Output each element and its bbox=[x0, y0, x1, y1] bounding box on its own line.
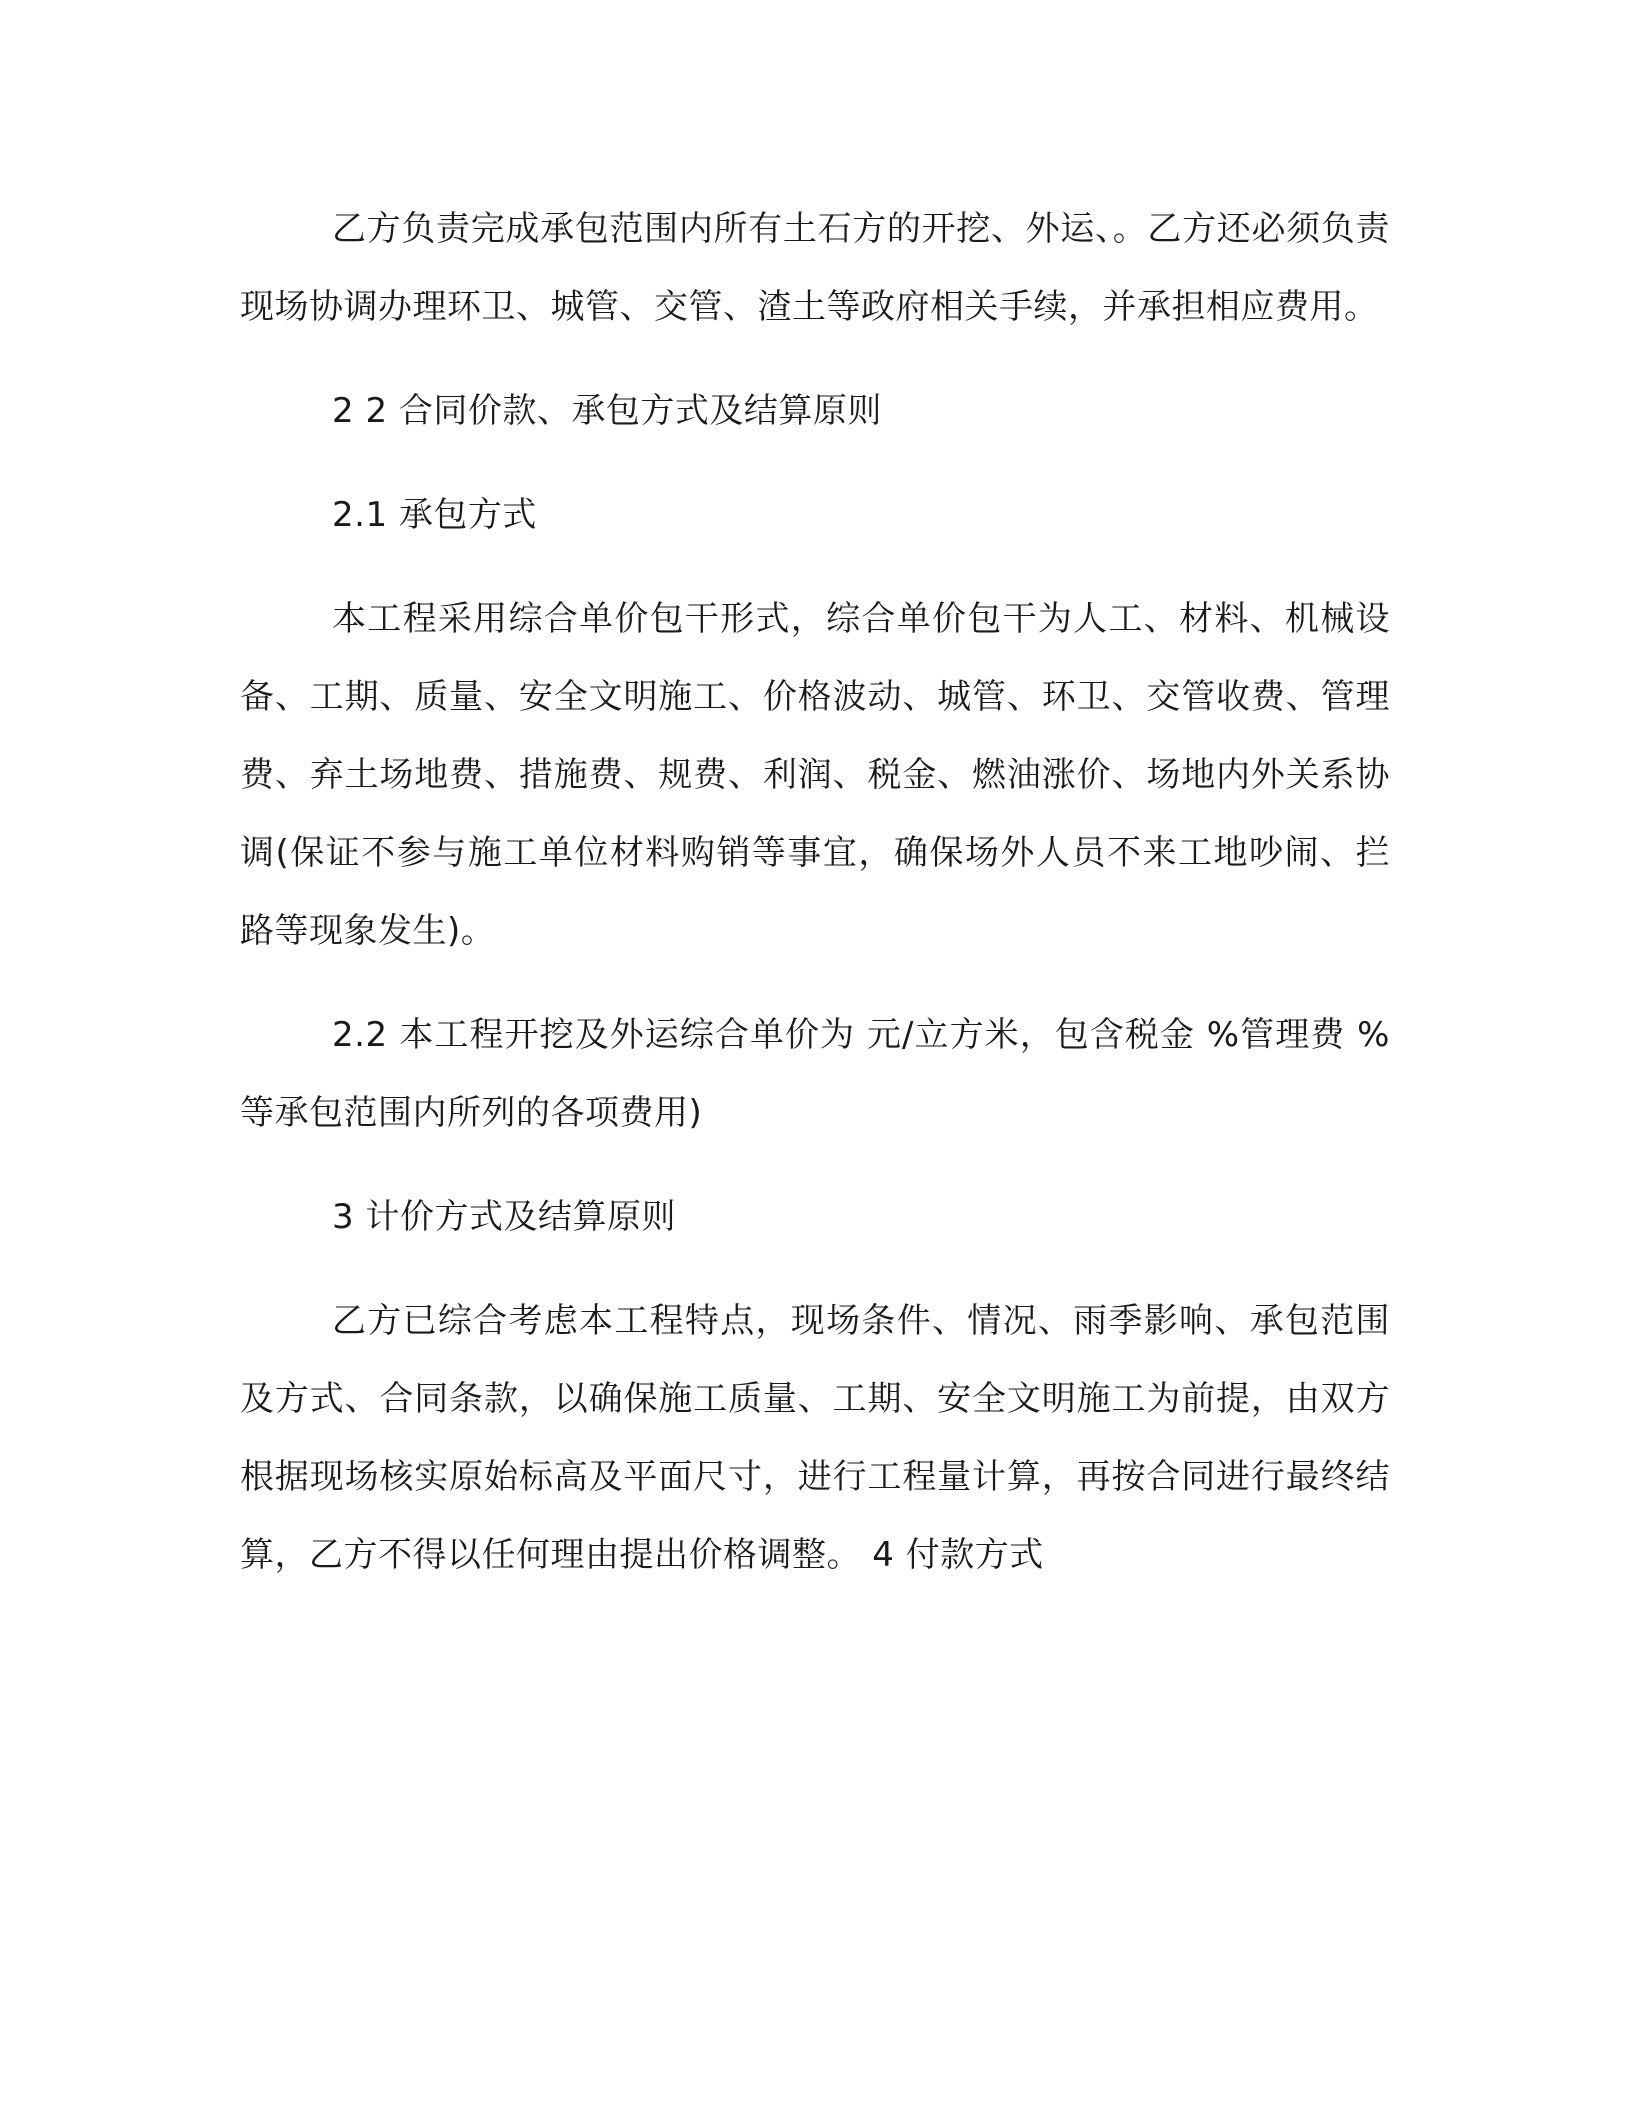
paragraph-unit-price-scope: 本工程采用综合单价包干形式，综合单价包干为人工、材料、机械设备、工期、质量、安全文明施工、价格波动、城管、环卫、交管收费、管理费、弃土场地费、措施费、规费、利润、税金、燃油涨价、场地内外关系协调(保证不参与施工单位材料购销等事宜，确保场外人员不来工地吵闹、拦路等现象发生)。 bbox=[240, 599, 1390, 951]
heading-pricing-settlement: 3 计价方式及结算原则 bbox=[332, 1197, 676, 1237]
paragraph-settlement-principle: 乙方已综合考虑本工程特点，现场条件、情况、雨季影响、承包范围及方式、合同条款，以确保施工质量、工期、安全文明施工为前提，由双方根据现场核实原始标高及平面尺寸，进行工程量计算，再按合同进行最终结算，乙方不得以任何理由提出价格调整。 4 付款方式 bbox=[240, 1301, 1390, 1575]
document-page bbox=[240, 190, 1390, 1594]
paragraph-unit-price-value: 2.2 本工程开挖及外运综合单价为 元/立方米，包含税金 %管理费 %等承包范围内所列的各项费用) bbox=[240, 1015, 1390, 1133]
paragraph-scope-responsibility: 乙方负责完成承包范围内所有土石方的开挖、外运、。乙方还必须负责现场协调办理环卫、城管、交管、渣土等政府相关手续，并承担相应费用。 bbox=[240, 209, 1390, 327]
heading-contracting-method: 2.1 承包方式 bbox=[332, 495, 537, 535]
heading-contract-price: 2 2 合同价款、承包方式及结算原则 bbox=[332, 391, 882, 431]
